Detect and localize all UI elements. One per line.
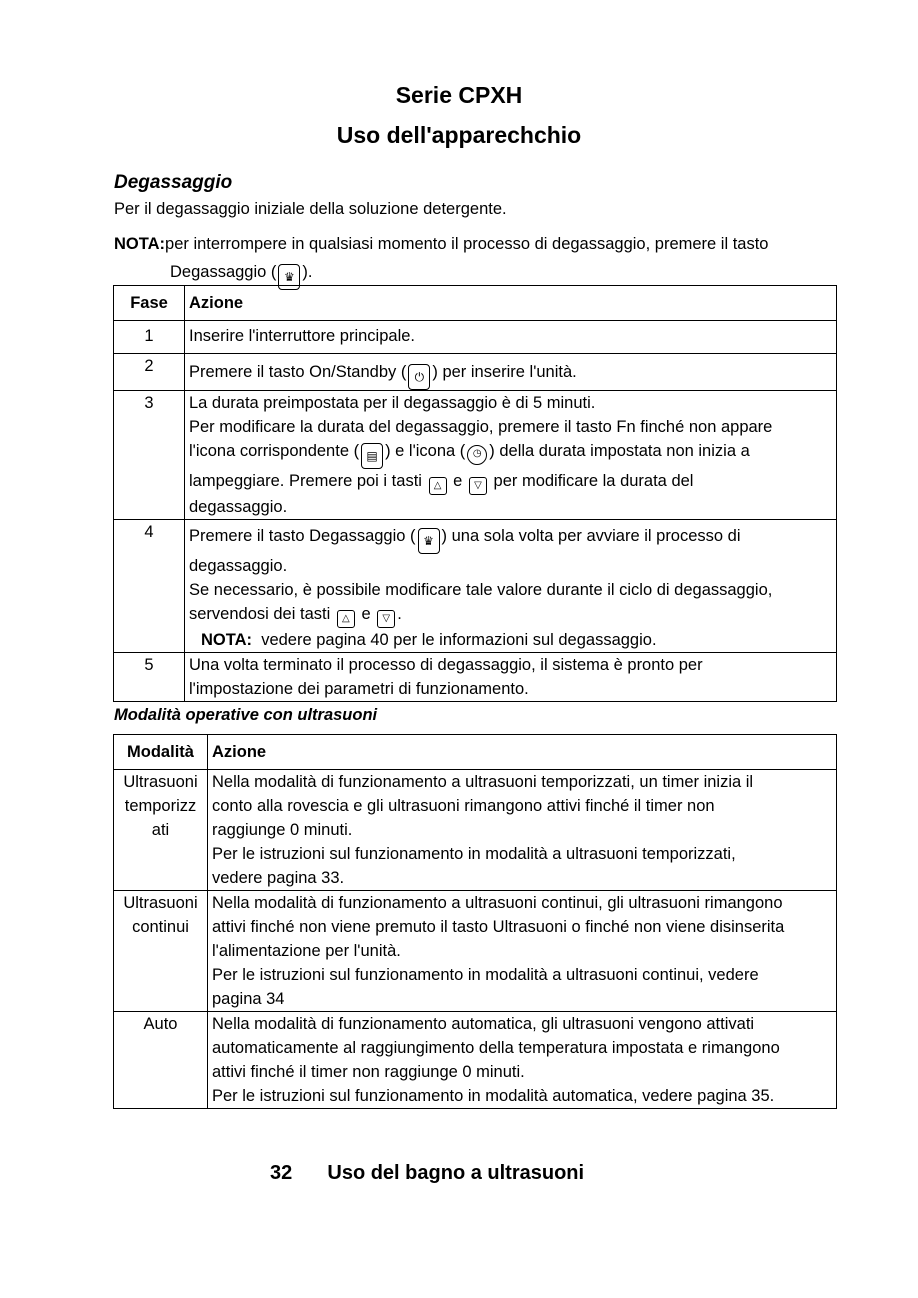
line: raggiunge 0 minuti. — [212, 821, 353, 839]
degas-key-icon: ♛ — [278, 264, 300, 290]
table-row — [114, 321, 837, 354]
line — [189, 469, 832, 495]
table-row — [114, 520, 837, 653]
step-text — [185, 653, 837, 702]
text: ) della durata impostata non inizia a — [489, 442, 750, 460]
note-text: vedere pagina 40 per le informazioni sul degassaggio. — [261, 631, 657, 649]
line — [189, 439, 832, 469]
line: Per le istruzioni sul funzionamento in modalità a ultrasuoni temporizzati, — [212, 845, 736, 863]
modes-heading: Modalità operative con ultrasuoni — [114, 706, 378, 724]
footer — [270, 1162, 584, 1185]
line — [189, 520, 832, 554]
line: Nella modalità di funzionamento automatica, gli ultrasuoni vengono attivati — [212, 1015, 755, 1033]
col-azione: Azione — [208, 735, 837, 770]
text: Premere il tasto Degassaggio ( — [189, 527, 416, 545]
line — [189, 628, 832, 652]
line: attivi finché il timer non raggiunge 0 minuti. — [212, 1063, 525, 1081]
line: Auto — [143, 1015, 178, 1033]
degas-note — [114, 232, 768, 256]
line: La durata preimpostata per il degassaggio è di 5 minuti. — [189, 394, 596, 412]
note-label: NOTA: — [114, 235, 166, 253]
mode-name — [114, 891, 208, 1012]
step-number: 4 — [114, 520, 185, 653]
step-number: 3 — [114, 391, 185, 520]
line: Ultrasuoni — [123, 894, 198, 912]
arrow-down-icon: ▽ — [377, 610, 395, 628]
note-text: per interrompere in qualsiasi momento il processo di degassaggio, premere il tasto — [165, 235, 769, 253]
arrow-up-icon: △ — [429, 477, 447, 495]
degas-table — [113, 285, 837, 702]
page-title: Uso dell'apparechchio — [336, 122, 582, 148]
series-title: Serie CPXH — [395, 82, 523, 108]
line: degassaggio. — [189, 498, 288, 516]
line: temporizz — [124, 797, 197, 815]
line: l'alimentazione per l'unità. — [212, 942, 401, 960]
line — [189, 602, 832, 628]
degas-mode-icon: ▤ — [361, 443, 383, 469]
step-number: 1 — [114, 321, 185, 354]
text: servendosi dei tasti — [189, 605, 331, 623]
arrow-up-icon: △ — [337, 610, 355, 628]
step-text: Inserire l'interruttore principale. — [185, 321, 837, 354]
col-azione: Azione — [185, 286, 837, 321]
line: ati — [151, 821, 170, 839]
text: e — [361, 605, 371, 623]
line: automaticamente al raggiungimento della temperatura impostata e rimangono — [212, 1039, 780, 1057]
line: Una volta terminato il processo di degassaggio, il sistema è pronto per — [189, 656, 703, 674]
mode-name — [114, 1012, 208, 1109]
note-label: NOTA: — [201, 631, 253, 649]
note-text-2a: Degassaggio ( — [170, 263, 277, 281]
timer-icon: ◷ — [467, 445, 487, 465]
table-row — [114, 354, 837, 391]
line: pagina 34 — [212, 990, 285, 1008]
step-text-b: ) per inserire l'unità. — [432, 363, 577, 381]
line: Per le istruzioni sul funzionamento in modalità a ultrasuoni continui, vedere — [212, 966, 759, 984]
line: Ultrasuoni — [123, 773, 198, 791]
text: e — [453, 472, 463, 490]
step-number: 5 — [114, 653, 185, 702]
step-text — [185, 391, 837, 520]
step-text-a: Premere il tasto On/Standby ( — [189, 363, 407, 381]
degas-heading: Degassaggio — [114, 172, 233, 193]
mode-text — [208, 1012, 837, 1109]
modes-table — [113, 734, 837, 1109]
step-text — [185, 520, 837, 653]
text: . — [397, 605, 402, 623]
text: lampeggiare. Premere poi i tasti — [189, 472, 422, 490]
table-row — [114, 891, 837, 1012]
line: Nella modalità di funzionamento a ultrasuoni temporizzati, un timer inizia il — [212, 773, 754, 791]
line: Se necessario, è possibile modificare tale valore durante il ciclo di degassaggio, — [189, 581, 773, 599]
line: degassaggio. — [189, 557, 288, 575]
table-row — [114, 770, 837, 891]
mode-name — [114, 770, 208, 891]
degas-intro: Per il degassaggio iniziale della soluzione detergente. — [114, 200, 507, 218]
line: attivi finché non viene premuto il tasto Ultrasuoni o finché non viene disinserita — [212, 918, 785, 936]
col-fase: Fase — [114, 286, 185, 321]
col-modalita: Modalità — [114, 735, 208, 770]
line: Per modificare la durata del degassaggio, premere il tasto Fn finché non appare — [189, 418, 773, 436]
line: vedere pagina 33. — [212, 869, 345, 887]
table-row — [114, 653, 837, 702]
note-text-2b: ). — [302, 263, 313, 281]
step-text — [185, 354, 837, 391]
page-number: 32 — [270, 1162, 293, 1184]
degas-key-icon: ♛ — [418, 528, 440, 554]
line: Per le istruzioni sul funzionamento in modalità automatica, vedere pagina 35. — [212, 1087, 775, 1105]
text: ) una sola volta per avviare il processo di — [441, 527, 741, 545]
line: conto alla rovescia e gli ultrasuoni rimangono attivi finché il timer non — [212, 797, 715, 815]
power-icon: ⏻ — [408, 364, 430, 390]
mode-text — [208, 770, 837, 891]
text: l'icona corrispondente ( — [189, 442, 360, 460]
table-row — [114, 1012, 837, 1109]
step-number: 2 — [114, 354, 185, 391]
text: ) e l'icona ( — [385, 442, 466, 460]
table-row — [114, 391, 837, 520]
arrow-down-icon: ▽ — [469, 477, 487, 495]
line: continui — [132, 918, 189, 936]
text: per modificare la durata del — [493, 472, 694, 490]
mode-text — [208, 891, 837, 1012]
line: l'impostazione dei parametri di funzionamento. — [189, 680, 529, 698]
line: Nella modalità di funzionamento a ultrasuoni continui, gli ultrasuoni rimangono — [212, 894, 783, 912]
footer-title: Uso del bagno a ultrasuoni — [327, 1162, 585, 1184]
